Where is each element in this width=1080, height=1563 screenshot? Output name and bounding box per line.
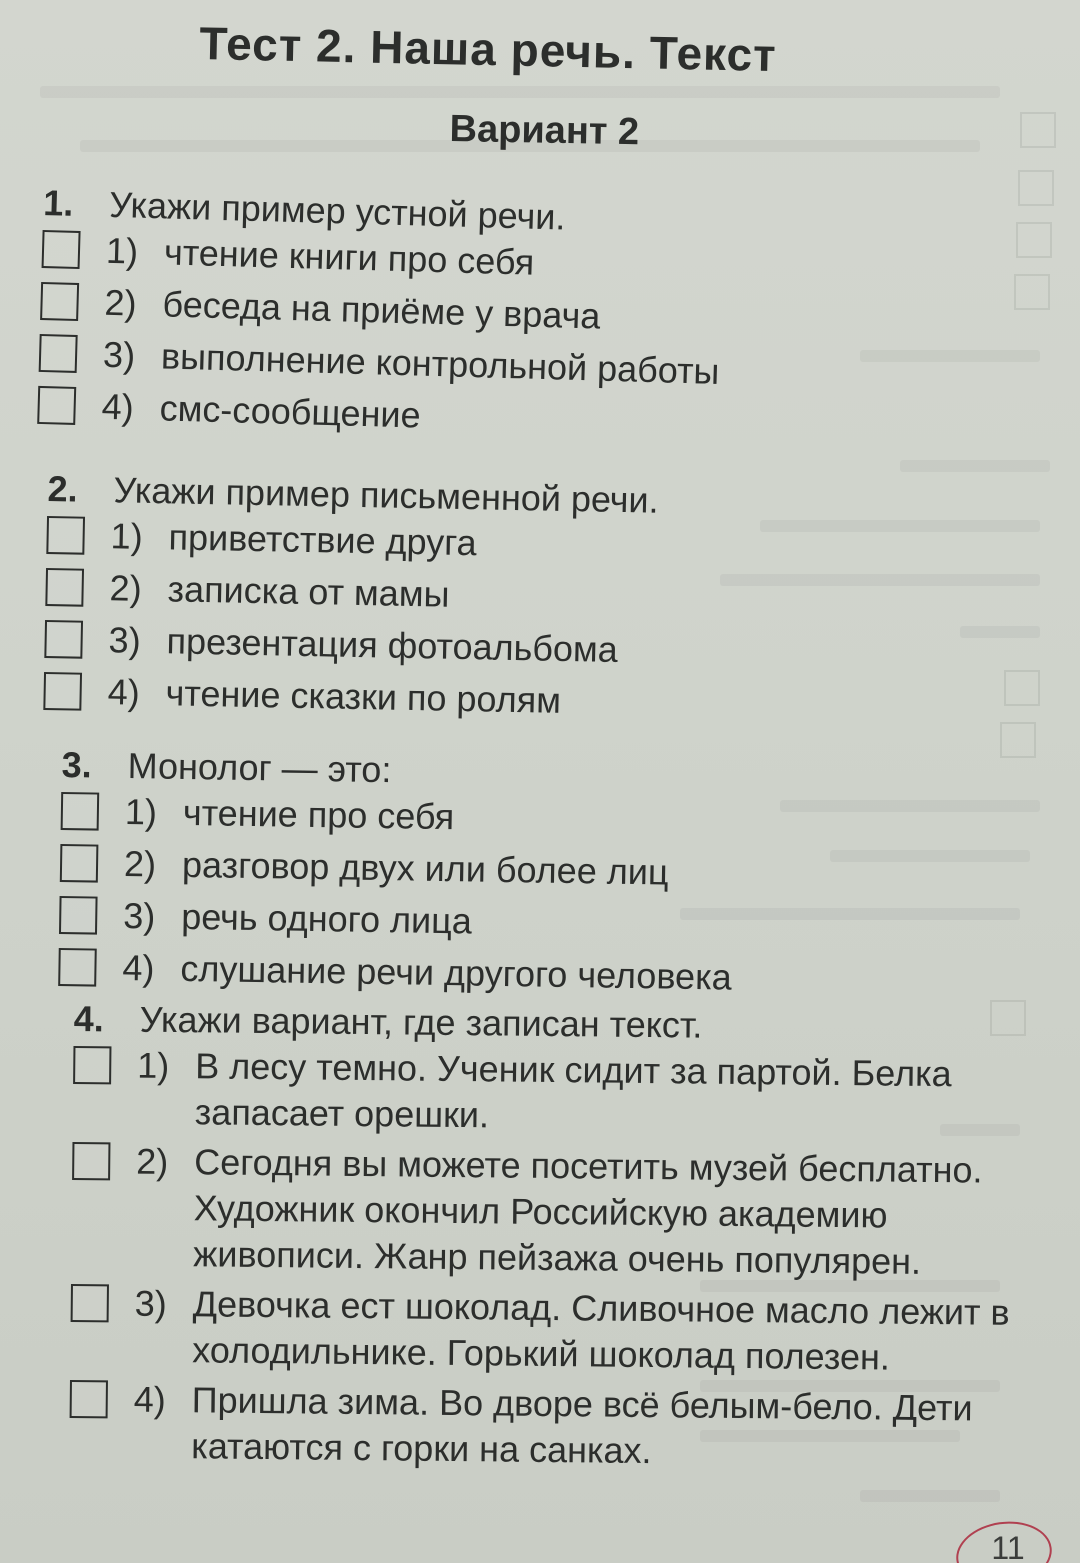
answer-checkbox[interactable] — [60, 844, 99, 883]
answer-checkbox[interactable] — [42, 230, 81, 269]
option-number: 4) — [101, 385, 135, 428]
page-number: 11 — [991, 1530, 1025, 1563]
option-number: 1) — [110, 515, 144, 557]
option-text: чтение книги про себя — [163, 231, 535, 283]
answer-checkbox[interactable] — [70, 1380, 108, 1418]
option-text: выполнение контрольной работы — [160, 335, 720, 392]
variant-label: Вариант 2 — [449, 108, 640, 154]
option-text: Пришла зима. Во дворе всё белым-бело. Дети катаются с горки на санках. — [191, 1379, 973, 1472]
option-text: Девочка ест шоколад. Сливочное масло лежит в холодильнике. Горький шоколад полезен. — [192, 1283, 1010, 1378]
answer-checkbox[interactable] — [37, 386, 76, 425]
option-text: беседа на приёме у врача — [162, 283, 601, 337]
answer-option[interactable] — [73, 1042, 1026, 1144]
question-4 — [69, 996, 1026, 1482]
question-text: Монолог — это: — [127, 745, 392, 791]
option-number: 4) — [107, 671, 141, 713]
option-number: 2) — [123, 842, 157, 885]
option-number: 3) — [102, 333, 136, 376]
option-text: разговор двух или более лиц — [181, 843, 669, 893]
option-number: 3) — [108, 619, 142, 661]
option-number: 4) — [122, 946, 155, 989]
option-text: смс-сообщение — [159, 387, 422, 436]
option-number: 3) — [122, 894, 156, 937]
answer-option[interactable] — [69, 1376, 1022, 1478]
option-number: 4) — [133, 1378, 167, 1420]
option-number: 3) — [134, 1282, 168, 1324]
option-text: приветствие друга — [168, 516, 477, 564]
option-text: речь одного лица — [180, 895, 473, 942]
answer-option[interactable] — [43, 668, 655, 732]
question-number: 2. — [47, 467, 78, 510]
option-text: чтение сказки по ролям — [165, 672, 562, 721]
answer-checkbox[interactable] — [43, 672, 82, 711]
answer-checkbox[interactable] — [45, 568, 84, 607]
option-number: 2) — [109, 567, 143, 609]
option-text: В лесу темно. Ученик сидит за партой. Белка запасает орешки. — [194, 1045, 952, 1136]
option-number: 1) — [124, 790, 158, 833]
question-number: 1. — [42, 181, 74, 224]
option-text: презентация фотоальбома — [166, 620, 619, 670]
option-number: 2) — [136, 1140, 169, 1182]
answer-checkbox[interactable] — [44, 620, 83, 659]
question-text: Укажи пример письменной речи. — [113, 469, 660, 521]
option-text: слушание речи другого человека — [180, 947, 733, 998]
answer-checkbox[interactable] — [40, 282, 79, 321]
question-3 — [58, 742, 735, 1007]
answer-checkbox[interactable] — [61, 792, 100, 831]
question-text: Укажи вариант, где записан текст. — [139, 998, 703, 1046]
question-number: 4. — [73, 997, 105, 1040]
answer-checkbox[interactable] — [73, 1046, 111, 1084]
answer-option[interactable] — [70, 1280, 1023, 1382]
option-number: 1) — [137, 1044, 170, 1087]
question-number: 3. — [61, 743, 92, 786]
option-text: записка от мамы — [167, 568, 450, 615]
question-text: Укажи пример устной речи. — [108, 183, 567, 238]
answer-checkbox[interactable] — [46, 516, 85, 555]
option-text: Сегодня вы можете посетить музей бесплатно. Художник окончил Российскую академию живописи. Жанр пейзажа очень популярен. — [193, 1141, 983, 1282]
option-number: 1) — [105, 229, 139, 272]
option-text: чтение про себя — [182, 791, 455, 838]
answer-option[interactable] — [71, 1138, 1024, 1286]
answer-checkbox[interactable] — [39, 334, 78, 373]
answer-checkbox[interactable] — [58, 948, 97, 987]
question-1 — [37, 180, 724, 453]
answer-checkbox[interactable] — [71, 1284, 109, 1322]
answer-checkbox[interactable] — [59, 896, 98, 935]
answer-checkbox[interactable] — [72, 1142, 110, 1180]
option-number: 2) — [104, 281, 138, 324]
question-2 — [43, 466, 659, 732]
test-title: Тест 2. Наша речь. Текст — [198, 16, 778, 82]
